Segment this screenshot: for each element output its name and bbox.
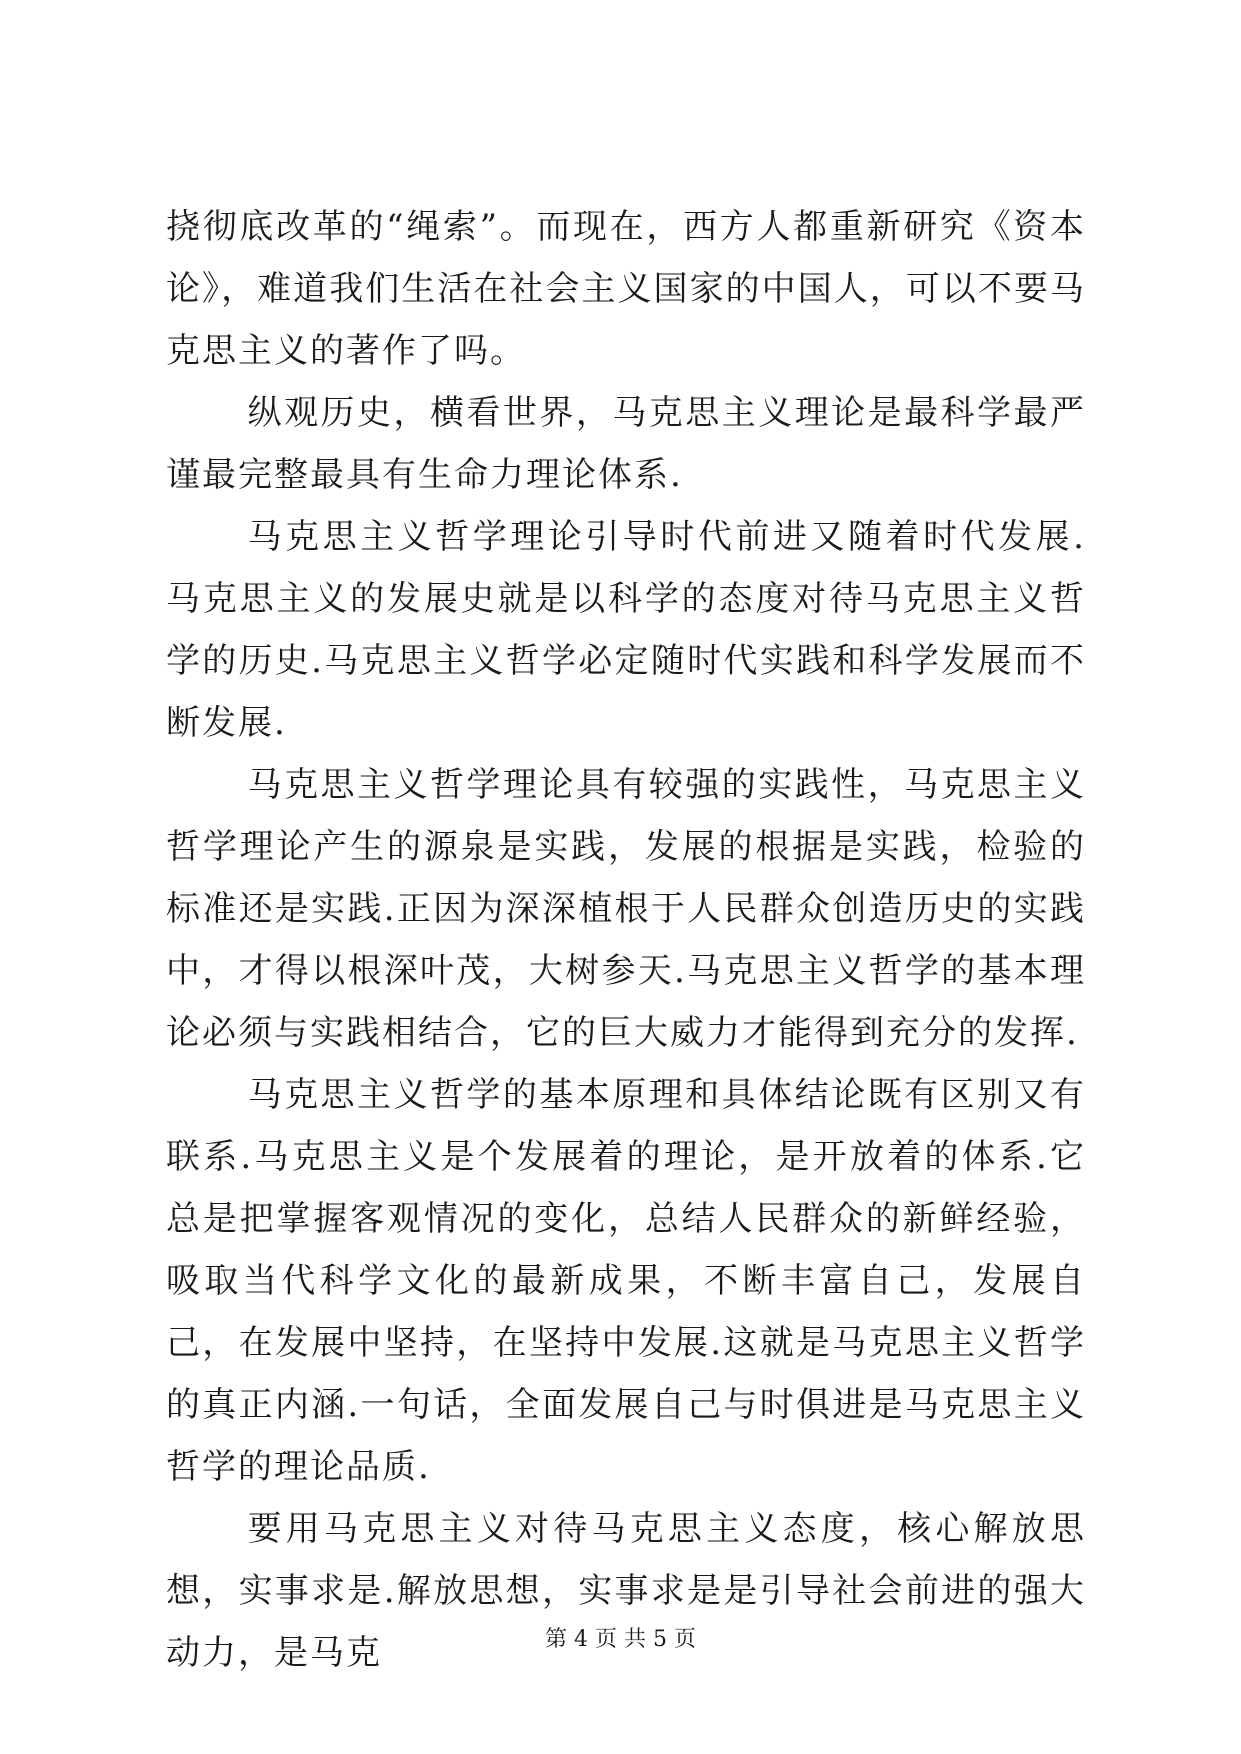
paragraph-3: 马克思主义哲学理论引导时代前进又随着时代发展.马克思主义的发展史就是以科学的态度对待马克思主义哲学的历史.马克思主义哲学必定随时代实践和科学发展而不断发展. [166,517,1086,743]
paragraph-2: 纵观历史，横看世界，马克思主义理论是最科学最严谨最完整最具有生命力理论体系. [166,393,1086,495]
document-body [166,196,1086,1684]
paragraph-4: 马克思主义哲学理论具有较强的实践性，马克思主义哲学理论产生的源泉是实践，发展的根据是实践，检验的标准还是实践.正因为深深植根于人民群众创造历史的实践中，才得以根深叶茂，大树参天.马克思主义哲学的基本理论必须与实践相结合，它的巨大威力才能得到充分的发挥. [166,765,1086,1053]
paragraph-6: 要用马克思主义对待马克思主义态度，核心解放思想，实事求是.解放思想，实事求是是引导社会前进的强大动力，是马克 [166,1509,1086,1673]
paragraph-1: 挠彻底改革的“绳索”。而现在，西方人都重新研究《资本论》，难道我们生活在社会主义国家的中国人，可以不要马克思主义的著作了吗。 [166,207,1086,371]
paragraph-5: 马克思主义哲学的基本原理和具体结论既有区别又有联系.马克思主义是个发展着的理论，是开放着的体系.它总是把掌握客观情况的变化，总结人民群众的新鲜经验，吸取当代科学文化的最新成果，不断丰富自己，发展自己，在发展中坚持，在坚持中发展.这就是马克思主义哲学的真正内涵.一句话，全面发展自己与时俱进是马克思主义哲学的理论品质. [166,1075,1086,1487]
page-number-footer: 第 4 页 共 5 页 [545,1627,696,1652]
